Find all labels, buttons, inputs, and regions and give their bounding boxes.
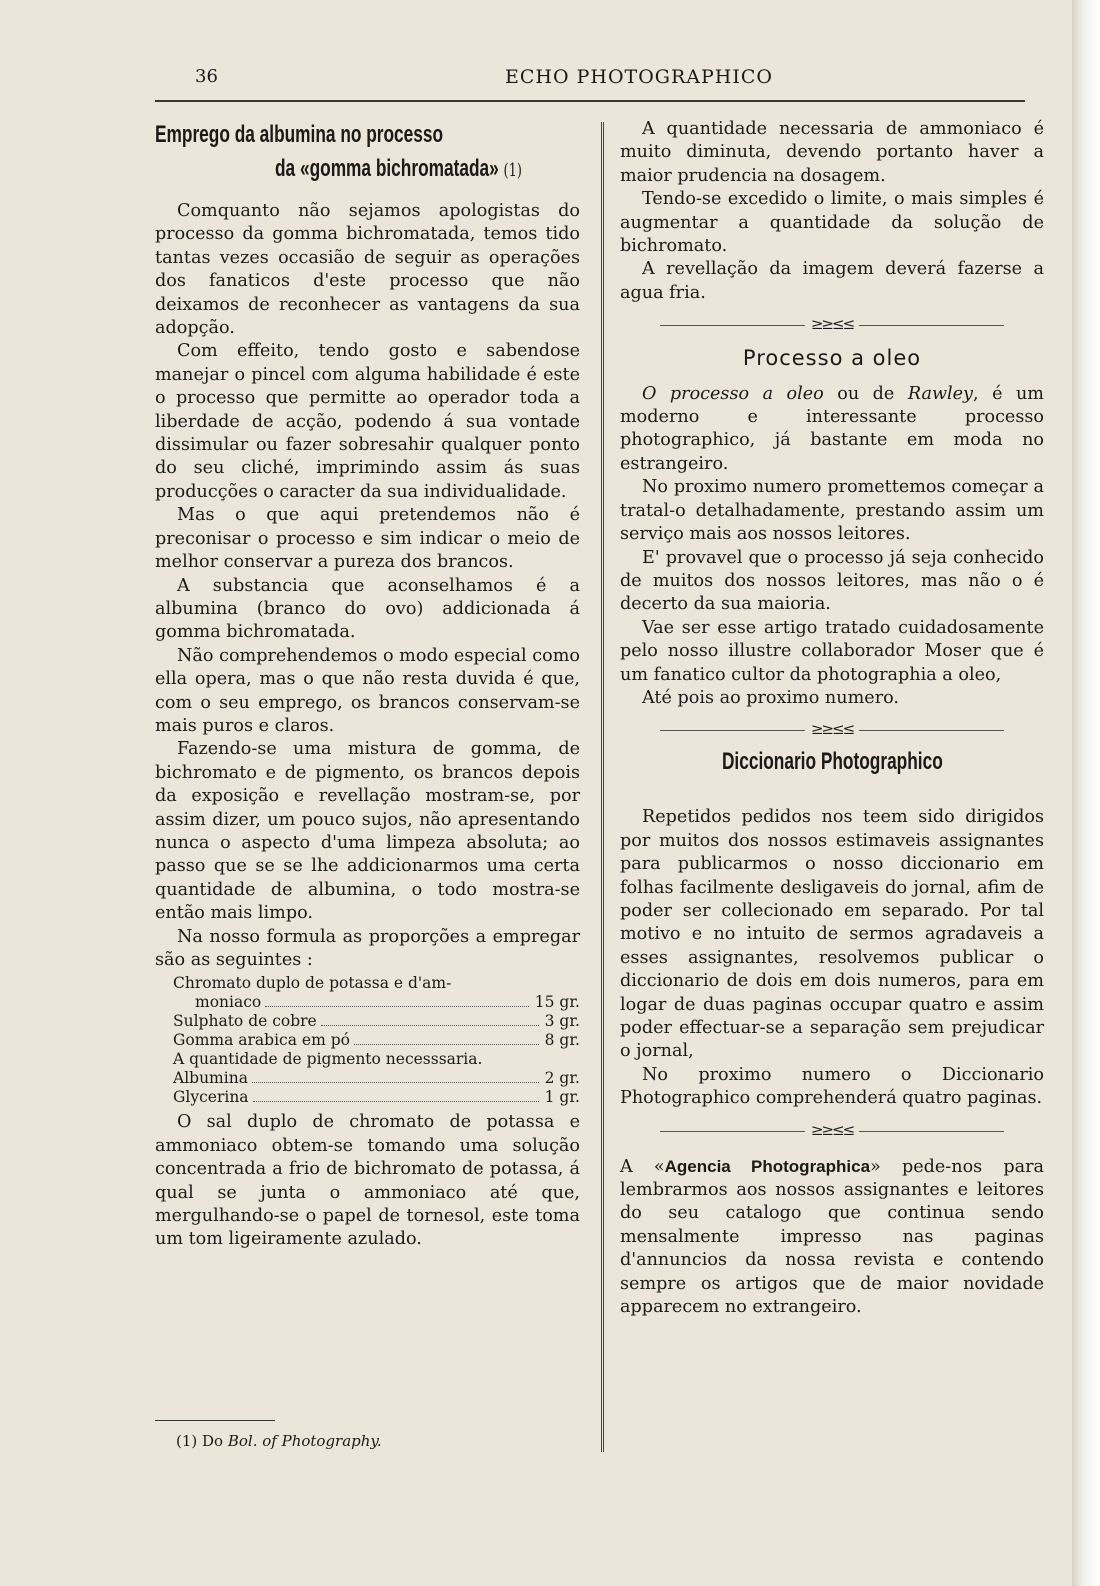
paragraph: E' provavel que o processo já seja conhecido de muitos dos nossos leitores, mas não o é decerto da sua maioria.: [620, 547, 1044, 615]
footnote-marker: (1): [176, 1432, 198, 1450]
formula-row: [173, 1088, 580, 1107]
section-title-diccionario: [620, 750, 1044, 786]
paragraph: Não comprehendemos o modo especial como ella opera, mas o que não resta duvida é que, com o seu emprego, os brancos conservam-se mais puros e claros.: [155, 645, 580, 736]
formula-item: Albumina: [173, 1069, 248, 1088]
formula-item: Glycerina: [173, 1088, 249, 1107]
formula-qty: 2 gr.: [544, 1069, 580, 1088]
paragraph: Na nosso formula as proporções a empregar são as seguintes :: [155, 926, 580, 970]
ornament-glyph: ≥≥≤≤: [805, 718, 859, 741]
running-title: ECHO PHOTOGRAPHICO: [505, 66, 773, 88]
footnote: [176, 1432, 382, 1450]
footnote-source: Bol. of Photography.: [227, 1432, 382, 1450]
paragraph: Comquanto não sejamos apologistas do processo da gomma bichromatada, temos tido tantas vezes occasião de seguir as operações dos fanaticos d'este processo que não deixamos de reconhecer as vantagens da sua adopção.: [155, 201, 580, 339]
left-column: [155, 118, 580, 1252]
page-header: [155, 62, 1025, 92]
formula-qty: 3 gr.: [544, 1012, 580, 1031]
ornament-divider: [620, 1117, 1044, 1145]
agencia-prefix: A «: [620, 1156, 665, 1177]
ornament-glyph: ≥≥≤≤: [805, 1119, 859, 1142]
agencia-name: Agencia Photographica: [664, 1156, 871, 1176]
formula-item: moniaco: [195, 993, 262, 1012]
section-title-oleo: Processo a oleo: [742, 346, 922, 371]
paragraph: A quantidade necessaria de ammoniaco é muito diminuta, devendo portanto haver a maior prudencia na dosagem.: [620, 119, 1044, 186]
footnote-prefix: Do: [202, 1432, 224, 1450]
section-title-diccionario-text: Diccionario Photographico: [721, 748, 943, 776]
footnote-rule: [155, 1420, 275, 1421]
header-rule: [155, 100, 1025, 102]
oleo-mid: ou de: [837, 383, 895, 404]
oleo-term: O processo a oleo: [642, 383, 824, 404]
paragraph: A substancia que aconselhamos é a albumina (branco do ovo) addicionada á gomma bichromatada.: [155, 575, 580, 643]
article-footnote-marker: (1): [503, 160, 522, 181]
page-number: 36: [195, 66, 218, 87]
formula-item: Sulphato de cobre: [173, 1012, 317, 1031]
oleo-rest: , é um moderno e interessante processo photographico, já bastante em moda no estrangeiro.: [620, 383, 1044, 474]
formula-qty: 8 gr.: [544, 1031, 580, 1050]
article-title-line2-text: da «gomma bichromatada»: [275, 155, 499, 182]
right-column: [620, 118, 1044, 1319]
oleo-name: Rawley: [907, 383, 973, 404]
paragraph: No proximo numero promettemos começar a tratal-o detalhadamente, prestando assim um serviço mais aos nossos leitores.: [620, 477, 1044, 545]
ornament-divider: [620, 311, 1044, 339]
paragraph: A revellação da imagem deverá fazerse a agua fria.: [620, 259, 1044, 303]
formula-line: Chromato duplo de potassa e d'am-: [173, 974, 452, 993]
formula-item: Gomma arabica em pó: [173, 1031, 350, 1050]
formula-row: [173, 1069, 580, 1088]
formula-list: [173, 974, 580, 1107]
formula-pigment-line: A quantidade de pigmento necesssaria.: [173, 1050, 483, 1069]
paragraph: [620, 1155, 1044, 1320]
article-title-line2: [275, 152, 522, 188]
paragraph: Fazendo-se uma mistura de gomma, de bichromato e de pigmento, os brancos depois da exposição e revellação mostram-se, por assim dizer, um pouco sujos, não apresentando nunca o aspecto d'uma limpeza absoluta; ao passo que se se lhe addicionarmos uma certa quantidade de albumina, o todo mostra-se então mais limpo.: [155, 739, 580, 924]
paragraph: O sal duplo de chromato de potassa e ammoniaco obtem-se tomando uma solução concentrada a frio de bichromato de potassa, á qual se junta o ammoniaco até que, mergulhando-se o papel de tornesol, este toma um tom ligeiramente azulado.: [155, 1112, 580, 1250]
paragraph: [620, 383, 1044, 477]
formula-row: [173, 993, 580, 1012]
paragraph: Vae ser esse artigo tratado cuidadosamente pelo nosso illustre collaborador Moser que é um fanatico cultor da photographia a oleo,: [620, 617, 1044, 685]
formula-row: [173, 1012, 580, 1031]
paragraph: Mas o que aqui pretendemos não é preconisar o processo e sim indicar o meio de melhor conservar a pureza dos brancos.: [155, 505, 580, 573]
formula-qty: 15 gr.: [534, 993, 580, 1012]
paragraph: Com effeito, tendo gosto e sabendose manejar o pincel com alguma habilidade é este o processo que permitte ao operador toda a liberdade de acção, podendo á sua vontade dissimular ou fazer sobresahir qualquer ponto do seu cliché, imprimindo assim ás suas producções o caracter da sua individualidade.: [155, 341, 580, 502]
paragraph: Até pois ao proximo numero.: [642, 687, 899, 708]
formula-qty: 1 gr.: [544, 1088, 580, 1107]
paragraph: Tendo-se excedido o limite, o mais simples é augmentar a quantidade da solução de bichromato.: [620, 189, 1044, 257]
article-title-line1: Emprego da albumina no processo: [155, 121, 444, 148]
page-edge: [1072, 0, 1100, 1586]
column-divider: [601, 122, 604, 1452]
paragraph: Repetidos pedidos nos teem sido dirigidos por muitos dos nossos estimaveis assignantes para publicarmos o nosso diccionario em folhas facilmente desligaveis do jornal, afim de poder ser collecionado em separado. Por tal motivo e no intuito de sermos agradaveis a esses assignantes, resolvemos publicar o diccionario de dois em dois numeros, para em logar de duas paginas occupar quatro e assim poder effectuar-se a separação sem prejudicar o jornal,: [620, 807, 1044, 1062]
paragraph: No proximo numero o Diccionario Photographico comprehenderá quatro paginas.: [620, 1064, 1044, 1109]
agencia-text: » pede-nos para lembrarmos aos nossos assignantes e leitores do seu catalogo que continua sendo mensalmente impresso nas paginas d'annuncios da nossa revista e contendo sempre os artigos que de maior novidade apparecem no extrangeiro.: [620, 1156, 1044, 1318]
article-title: [155, 118, 580, 190]
ornament-glyph: ≥≥≤≤: [805, 313, 859, 336]
formula-row: [173, 1031, 580, 1050]
ornament-divider: [620, 716, 1044, 744]
